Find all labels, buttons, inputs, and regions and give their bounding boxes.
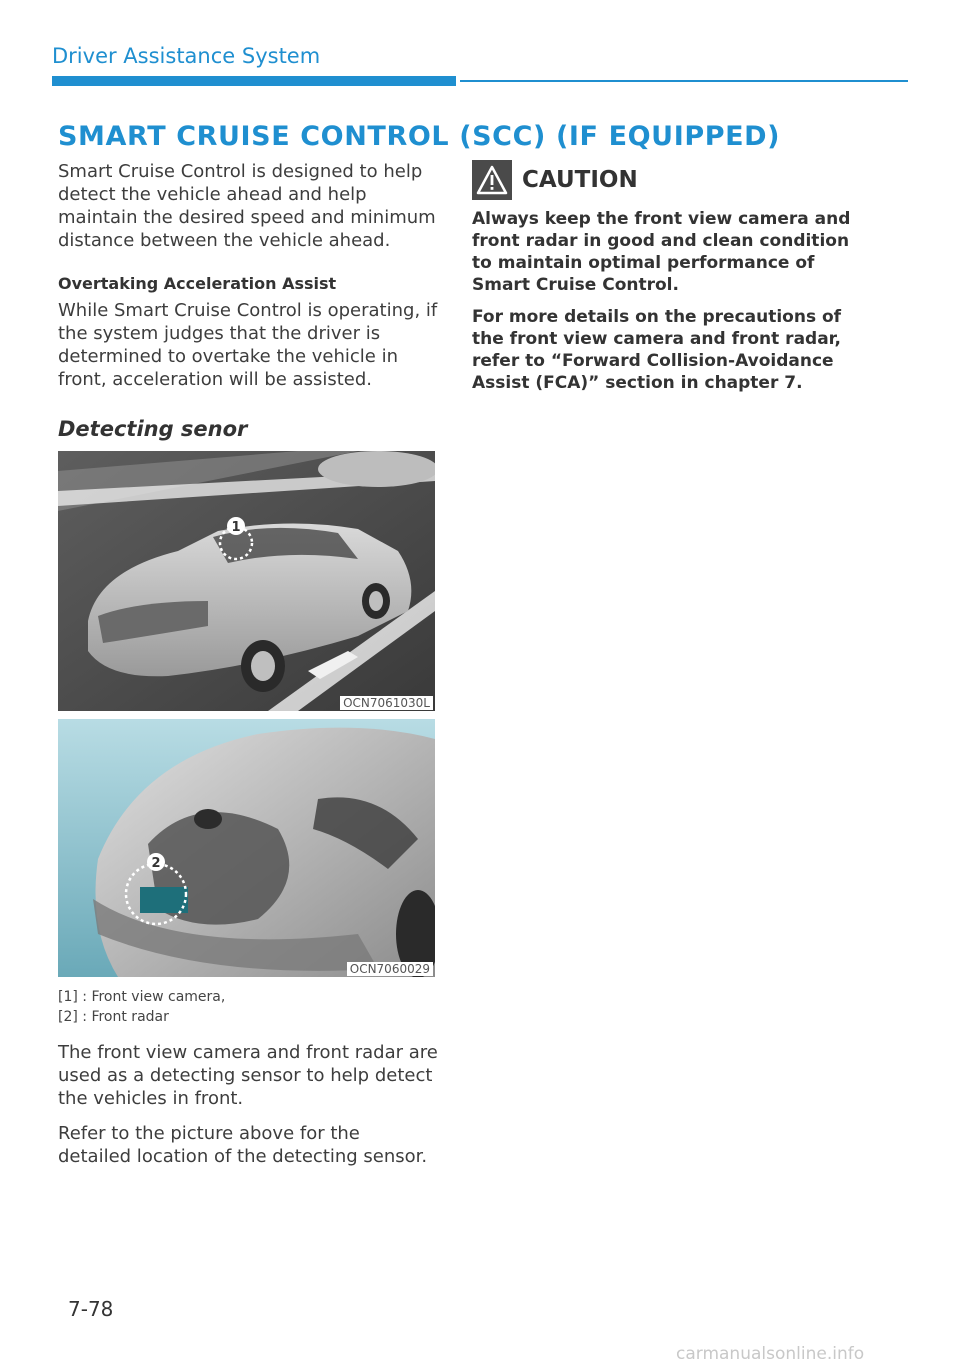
page-number: 7-78 (68, 1297, 114, 1321)
chapter-title: Driver Assistance System (52, 44, 321, 68)
caption-radar: [2] : Front radar (58, 1009, 169, 1025)
caption-camera: [1] : Front view camera, (58, 989, 226, 1005)
caution-header (472, 160, 862, 200)
intro-paragraph: Smart Cruise Control is designed to help detect the vehicle ahead and help maintain the desired speed and minimum distance between the vehicle ahead. (58, 161, 436, 251)
overtaking-paragraph: While Smart Cruise Control is operating, if the system judges that the driver is determined to overtake the vehicle in front, acceleration will be assisted. (58, 300, 438, 390)
caution-label: CAUTION (522, 167, 638, 193)
sensor-paragraph-1: The front view camera and front radar are used as a detecting sensor to help detect the vehicles in front. (58, 1042, 438, 1109)
sensor-paragraph-2: Refer to the picture above for the detailed location of the detecting sensor. (58, 1123, 428, 1167)
overtaking-heading: Overtaking Acceleration Assist (58, 274, 337, 293)
caution-paragraph-2: For more details on the precautions of the front view camera and front radar, refer to “Forward Collision-Avoidance Assist (FCA)” section in chapter 7. (472, 307, 842, 393)
header-bar-thin (460, 80, 908, 82)
car-front-illustration (58, 719, 435, 977)
figure1-code: OCN7061030L (340, 696, 433, 710)
figure-front-radar (58, 719, 435, 977)
detecting-sensor-heading: Detecting senor (58, 417, 248, 441)
section-title: SMART CRUISE CONTROL (SCC) (IF EQUIPPED) (58, 121, 781, 152)
right-column (472, 160, 862, 404)
watermark: carmanualsonline.info (676, 1344, 865, 1364)
left-column (58, 160, 438, 1180)
warning-triangle-icon (472, 160, 512, 200)
caution-paragraph-1: Always keep the front view camera and front radar in good and clean condition to maintain optimal performance of Smart Cruise Control. (472, 209, 851, 295)
marker-2-label: 2 (151, 856, 161, 871)
figure2-code: OCN7060029 (347, 962, 433, 976)
figure-captions (58, 987, 438, 1027)
figure-front-camera (58, 451, 435, 711)
header-bar-thick (52, 76, 456, 86)
car-top-illustration (58, 451, 435, 711)
marker-1-label: 1 (231, 520, 241, 535)
